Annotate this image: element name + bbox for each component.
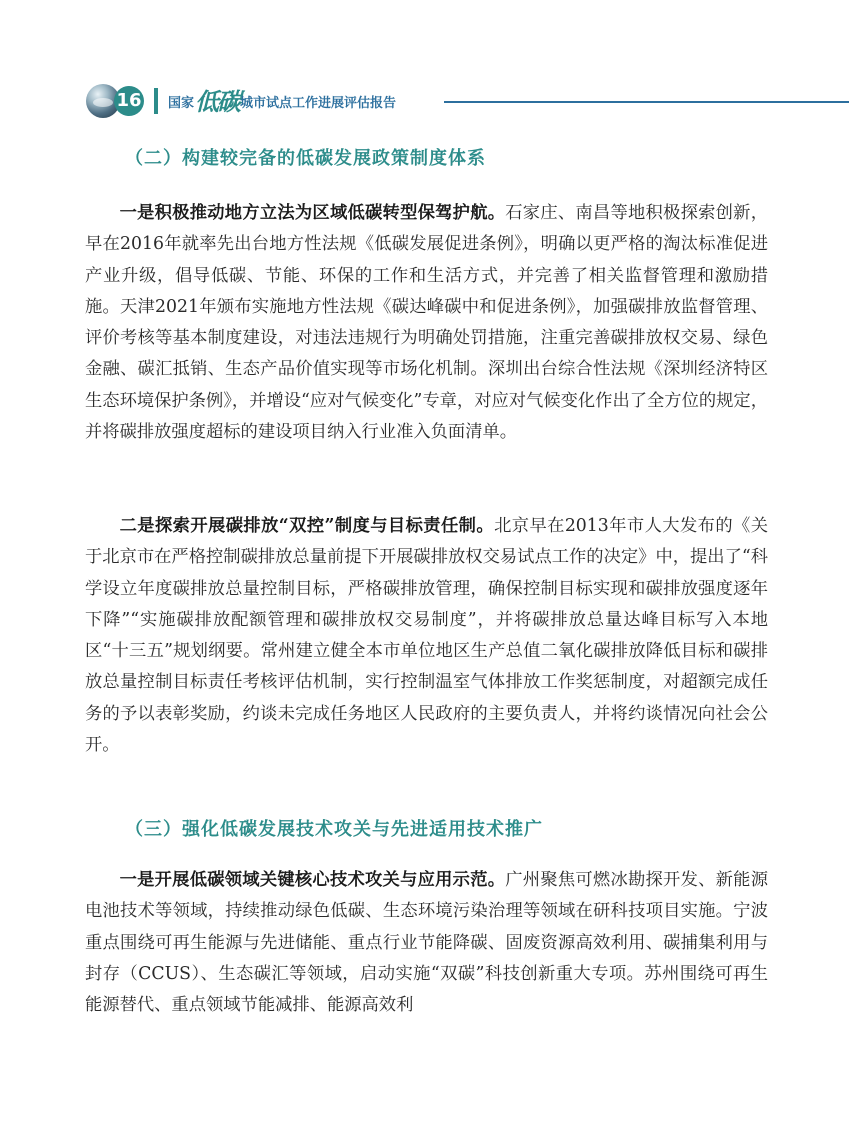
header-rule: [444, 101, 849, 103]
paragraph-body: 北京早在2013年市人大发布的《关于北京市在严格控制碳排放总量前提下开展碳排放权交易试点工作的决定》中，提出了“科学设立年度碳排放总量控制目标，严格碳排放管理，确保控制目标实现和碳排放强度逐年下降”“实施碳排放配额管理和碳排放权交易制度”，并将碳排放总量达峰目标写入本地区“十三五”规划纲要。常州建立健全本市单位地区生产总值二氧化碳排放降低目标和碳排放总量控制目标责任考核评估机制，实行控制温室气体排放工作奖惩制度，对超额完成任务的予以表彰奖励，约谈未完成任务地区人民政府的主要负责人，并将约谈情况向社会公开。: [85, 516, 768, 756]
paragraph-tech-research: [85, 865, 768, 1021]
paragraph-dual-control: [85, 511, 768, 761]
paragraph-lead: 二是探索开展碳排放“双控”制度与目标责任制。: [119, 516, 495, 536]
running-header: [86, 82, 766, 120]
header-divider-bar: [154, 88, 158, 114]
section-heading-2: （二）构建较完备的低碳发展政策制度体系: [125, 148, 486, 169]
report-title-suffix: 城市试点工作进展评估报告: [240, 96, 397, 111]
page-number-badge: 16: [114, 86, 144, 116]
paragraph-body: 石家庄、南昌等地积极探索创新，早在2016年就率先出台地方性法规《低碳发展促进条例》，明确以更严格的淘汰标准促进产业升级，倡导低碳、节能、环保的工作和生活方式，并完善了相关监督管理和激励措施。天津2021年颁布实施地方性法规《碳达峰碳中和促进条例》，加强碳排放监督管理、评价考核等基本制度建设，对违法违规行为明确处罚措施，注重完善碳排放权交易、绿色金融、碳汇抵销、生态产品价值实现等市场化机制。深圳出台综合性法规《深圳经济特区生态环境保护条例》，并增设“应对气候变化”专章，对应对气候变化作出了全方位的规定，并将碳排放强度超标的建设项目纳入行业准入负面清单。: [85, 203, 768, 443]
paragraph-lead: 一是积极推动地方立法为区域低碳转型保驾护航。: [119, 203, 506, 223]
paragraph-legislation: [85, 198, 768, 448]
report-title-prefix: 国家: [168, 96, 195, 111]
paragraph-lead: 一是开展低碳领域关键核心技术攻关与应用示范。: [119, 870, 506, 890]
section-heading-3: （三）强化低碳发展技术攻关与先进适用技术推广: [125, 819, 543, 840]
report-title: [168, 87, 397, 116]
report-title-emphasis: 低碳: [195, 87, 240, 116]
paragraph-body: 广州聚焦可燃冰勘探开发、新能源电池技术等领域，持续推动绿色低碳、生态环境污染治理等领域在研科技项目实施。宁波重点围绕可再生能源与先进储能、重点行业节能降碳、固废资源高效利用、碳捕集利用与封存（CCUS）、生态碳汇等领域，启动实施“双碳”科技创新重大专项。苏州围绕可再生能源替代、重点领域节能减排、能源高效利: [85, 870, 768, 1016]
